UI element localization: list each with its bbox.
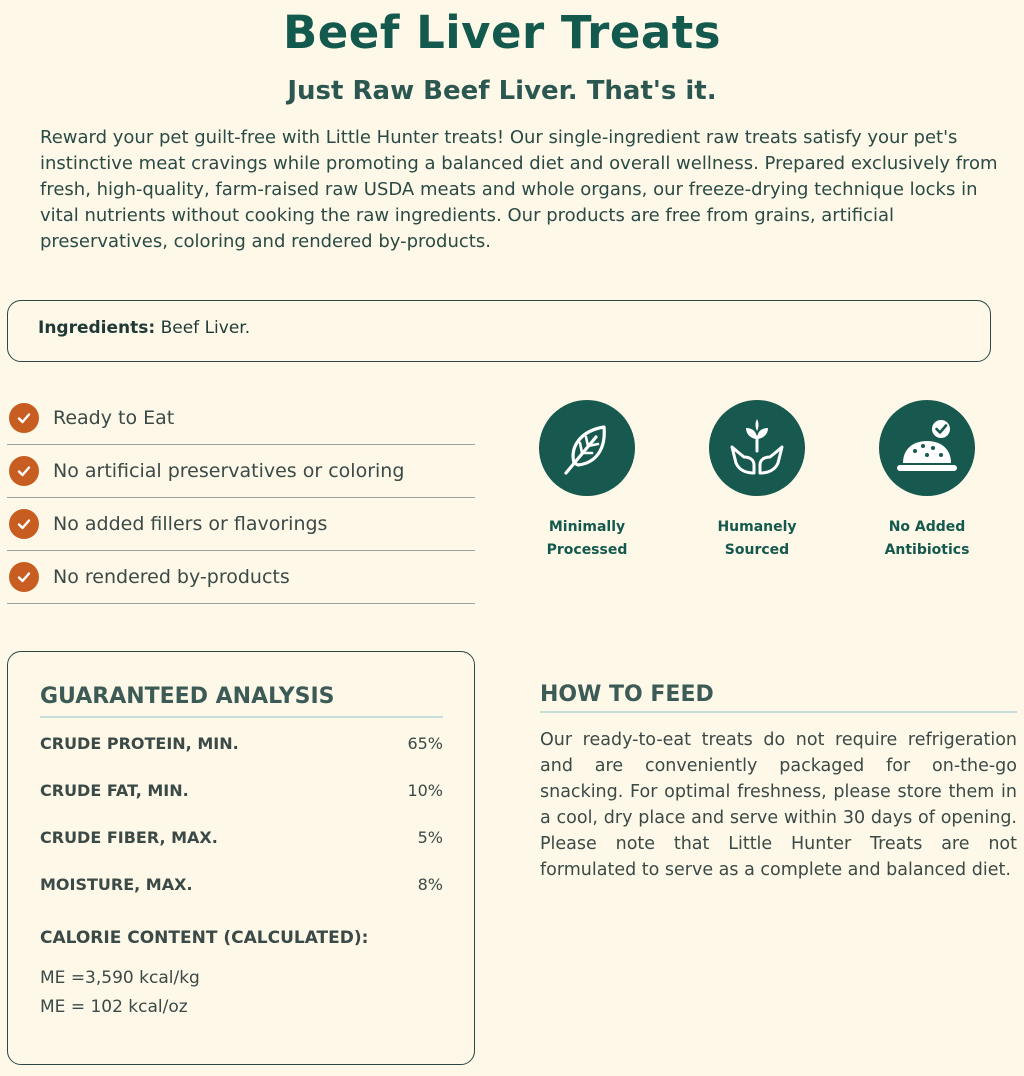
check-circle-icon (9, 509, 39, 539)
ingredients-box (7, 300, 991, 362)
analysis-row-label: MOISTURE, MAX. (40, 875, 193, 894)
food-bowl-check-icon (879, 400, 975, 496)
analysis-row-value: 10% (407, 781, 443, 800)
calorie-content-title: CALORIE CONTENT (CALCULATED): (40, 928, 369, 948)
analysis-title: GUARANTEED ANALYSIS (40, 684, 335, 709)
hands-plant-icon (709, 400, 805, 496)
check-circle-icon (9, 403, 39, 433)
analysis-row-value: 5% (417, 828, 443, 847)
analysis-row-label: CRUDE PROTEIN, MIN. (40, 734, 239, 753)
divider (540, 711, 1017, 713)
page-title: Beef Liver Treats (282, 6, 722, 59)
feature-label: No artificial preservatives or coloring (53, 460, 405, 482)
badge-label: Minimally Processed (546, 519, 628, 558)
analysis-row (40, 875, 443, 894)
feature-list (7, 392, 475, 604)
badge-minimally-processed (517, 400, 657, 562)
divider (40, 716, 443, 718)
badge-label: No Added Antibiotics (884, 519, 970, 558)
leaf-icon (539, 400, 635, 496)
badge-humanely-sourced (687, 400, 827, 562)
how-to-feed-title: HOW TO FEED (540, 682, 714, 707)
analysis-row (40, 828, 443, 847)
guaranteed-analysis-panel (7, 651, 475, 1065)
analysis-row-label: CRUDE FIBER, MAX. (40, 828, 218, 847)
calorie-line: ME =3,590 kcal/kg (40, 968, 200, 988)
page-subtitle: Just Raw Beef Liver. That's it. (287, 76, 717, 106)
feature-label: No rendered by-products (53, 566, 290, 588)
analysis-row (40, 734, 443, 753)
badge-no-added-antibiotics (857, 400, 997, 562)
feature-label: Ready to Eat (53, 407, 175, 429)
analysis-row-value: 8% (417, 875, 443, 894)
analysis-row-label: CRUDE FAT, MIN. (40, 781, 189, 800)
feature-item (7, 445, 475, 498)
ingredients-line (38, 318, 250, 338)
analysis-row-value: 65% (407, 734, 443, 753)
feature-item (7, 392, 475, 445)
ingredients-label: Ingredients: (38, 318, 156, 338)
feature-item (7, 551, 475, 604)
analysis-row (40, 781, 443, 800)
badge-label: Humanely Sourced (717, 519, 797, 558)
check-circle-icon (9, 456, 39, 486)
intro-paragraph: Reward your pet guilt-free with Little Hunter treats! Our single-ingredient raw treats satisfy your pet's instinctive meat cravings while promoting a balanced diet and overall wellness. Prepared exclusively from fresh, high-quality, farm-raised raw USDA meats and whole organs, our freeze-drying technique locks in vital nutrients without cooking the raw ingredients. Our products are free from grains, artificial preservatives, coloring and rendered by-products. (40, 127, 998, 252)
how-to-feed-text: Our ready-to-eat treats do not require refrigeration and are conveniently packaged for on-the-go snacking. For optimal freshness, please store them in a cool, dry place and serve within 30 days of opening. Please note that Little Hunter Treats are not formulated to serve as a complete and balanced diet. (540, 730, 1017, 880)
feature-label: No added fillers or flavorings (53, 513, 328, 535)
ingredients-value: Beef Liver. (160, 318, 251, 338)
feature-item (7, 498, 475, 551)
calorie-line: ME = 102 kcal/oz (40, 997, 188, 1017)
check-circle-icon (9, 562, 39, 592)
